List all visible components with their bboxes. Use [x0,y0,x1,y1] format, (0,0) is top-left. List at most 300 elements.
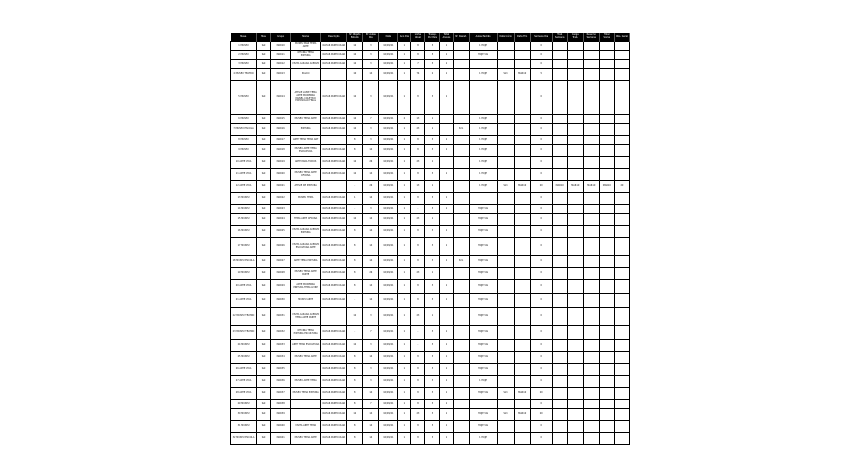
table-cell[interactable]: MAR10 [514,388,530,400]
table-cell[interactable] [453,169,469,181]
table-cell[interactable]: 3 [363,51,379,60]
table-cell[interactable] [614,326,629,340]
table-cell[interactable]: 1 [398,181,411,193]
table-cell[interactable] [599,280,614,294]
table-cell[interactable] [599,81,614,115]
table-cell[interactable] [321,136,347,145]
table-cell[interactable]: 6 MUSEU [231,115,257,124]
table-cell[interactable] [552,340,567,352]
table-cell[interactable] [599,60,614,69]
table-cell[interactable]: MAR18 [271,145,291,157]
table-cell[interactable]: 12 [347,115,363,124]
table-cell[interactable]: 10/09/21 [379,124,398,136]
table-cell[interactable] [599,388,614,400]
table-cell[interactable] [552,308,567,326]
table-cell[interactable] [514,376,530,388]
table-cell[interactable]: 74 [411,69,425,81]
table-cell[interactable] [583,400,599,409]
table-cell[interactable]: MAR30 [271,294,291,308]
table-cell[interactable]: 12 [347,214,363,226]
table-cell[interactable] [567,376,583,388]
table-cell[interactable] [497,42,514,51]
table-cell[interactable]: MAR10 [514,181,530,193]
table-cell[interactable]: 1 [440,60,453,69]
table-cell[interactable]: Set [257,308,271,326]
table-cell[interactable]: 0 [530,238,552,256]
table-cell[interactable] [440,124,453,136]
table-cell[interactable] [567,256,583,268]
table-cell[interactable]: OLHAR PARTICULAR [321,214,347,226]
column-header[interactable]: Descrição [321,33,347,42]
table-cell[interactable]: 1 HOJE [469,136,497,145]
table-cell[interactable]: 3 [425,388,440,400]
table-cell[interactable] [514,205,530,214]
table-row[interactable] [231,214,630,226]
table-cell[interactable]: 1 [440,256,453,268]
table-cell[interactable]: OLHAR PARTICULAR [321,115,347,124]
column-header[interactable]: Data [379,33,398,42]
table-cell[interactable] [583,51,599,60]
table-cell[interactable]: 14 [363,388,379,400]
table-cell[interactable] [440,308,453,326]
table-cell[interactable] [497,268,514,280]
table-cell[interactable] [614,294,629,308]
table-cell[interactable] [583,268,599,280]
table-cell[interactable]: 3 [425,51,440,60]
table-cell[interactable]: 1 [398,136,411,145]
table-cell[interactable]: 1 [398,421,411,433]
column-header[interactable]: Mes [257,33,271,42]
table-cell[interactable]: MAR10 [552,181,567,193]
table-cell[interactable]: 13 [411,115,425,124]
table-cell[interactable]: VISITA GUIADA ACERVO ESCULTURA ARTE [291,238,321,256]
table-cell[interactable] [599,238,614,256]
table-cell[interactable]: 8 [411,136,425,145]
table-cell[interactable]: 14 [363,226,379,238]
table-cell[interactable] [583,214,599,226]
table-cell[interactable]: MAR19 [271,157,291,169]
table-cell[interactable]: 8 [347,136,363,145]
table-cell[interactable] [497,205,514,214]
table-cell[interactable]: 31 MUSEU [231,421,257,433]
table-cell[interactable]: 8 [347,145,363,157]
table-cell[interactable]: 20 ARTE VIVA [231,280,257,294]
table-cell[interactable]: 1 [440,421,453,433]
table-cell[interactable] [453,157,469,169]
table-cell[interactable]: 10/09/21 [379,294,398,308]
table-cell[interactable]: 12 [347,51,363,60]
table-cell[interactable]: OLHAR PARTICULAR [321,238,347,256]
column-header[interactable]: Mesa [231,33,257,42]
table-cell[interactable] [453,268,469,280]
table-row[interactable] [231,60,630,69]
table-cell[interactable]: 3 [363,364,379,376]
table-cell[interactable]: 0 [530,433,552,445]
table-cell[interactable]: 1 [398,340,411,352]
table-cell[interactable] [453,352,469,364]
table-cell[interactable] [599,352,614,364]
table-cell[interactable]: 14 [363,69,379,81]
table-cell[interactable] [599,409,614,421]
table-cell[interactable]: MUSEU TEMA PINTURA [291,388,321,400]
table-row[interactable] [231,42,630,51]
table-cell[interactable]: OLHAR PARTICULAR [321,352,347,364]
table-cell[interactable]: HOJE VAI [469,308,497,326]
table-cell[interactable]: 3 [425,136,440,145]
table-row[interactable] [231,181,630,193]
table-cell[interactable]: 1 [425,124,440,136]
table-cell[interactable] [291,205,321,214]
table-cell[interactable]: Set [257,169,271,181]
table-cell[interactable] [583,238,599,256]
table-cell[interactable] [514,421,530,433]
table-cell[interactable]: 8 [411,256,425,268]
table-cell[interactable]: 3 [425,280,440,294]
table-cell[interactable] [514,51,530,60]
table-cell[interactable] [567,433,583,445]
table-cell[interactable]: OLHAR PARTICULAR [321,51,347,60]
table-cell[interactable]: 7 [363,326,379,340]
table-cell[interactable] [599,294,614,308]
table-cell[interactable] [567,145,583,157]
table-cell[interactable]: OLHAR PARTICULAR [321,42,347,51]
table-cell[interactable] [552,433,567,445]
table-cell[interactable] [453,205,469,214]
table-cell[interactable] [453,51,469,60]
table-cell[interactable] [453,145,469,157]
table-cell[interactable]: 1 [398,193,411,205]
table-cell[interactable] [614,205,629,214]
table-cell[interactable] [567,169,583,181]
table-cell[interactable]: 14 [363,169,379,181]
table-cell[interactable]: 0 [530,256,552,268]
table-cell[interactable]: MAR23 [271,205,291,214]
table-cell[interactable]: MUSEU TEMA ARTE [291,433,321,445]
table-cell[interactable]: 23 [411,409,425,421]
table-cell[interactable] [469,400,497,409]
table-cell[interactable] [583,340,599,352]
column-header[interactable]: Data Início [497,33,514,42]
table-cell[interactable]: MAR34 [271,352,291,364]
table-cell[interactable]: 1 [425,214,440,226]
table-cell[interactable]: 30 MUSEU [231,409,257,421]
table-cell[interactable] [453,60,469,69]
table-row[interactable] [231,308,630,326]
table-cell[interactable]: 26 [363,181,379,193]
table-cell[interactable] [614,256,629,268]
table-cell[interactable]: 0 [530,364,552,376]
table-cell[interactable]: 3 [425,42,440,51]
table-cell[interactable]: 28 ARTE VIVA [231,388,257,400]
table-cell[interactable]: 14 [363,280,379,294]
table-cell[interactable] [514,352,530,364]
table-cell[interactable] [567,308,583,326]
table-cell[interactable] [583,81,599,115]
table-cell[interactable]: 18 MUSEU ESCOLA [231,256,257,268]
table-row[interactable] [231,193,630,205]
table-row[interactable] [231,256,630,268]
table-cell[interactable] [567,421,583,433]
table-cell[interactable]: 1 [398,214,411,226]
column-header[interactable]: Total Alunos [440,33,453,42]
table-cell[interactable]: 25 MUSEU [231,352,257,364]
table-cell[interactable]: OLHAR PARTICULAR [321,326,347,340]
column-header[interactable]: Obs. Geral [614,33,629,42]
table-cell[interactable] [599,69,614,81]
table-cell[interactable]: 3 [425,81,440,115]
table-cell[interactable] [583,115,599,124]
table-cell[interactable]: 0 [530,340,552,352]
table-cell[interactable] [514,238,530,256]
table-cell[interactable]: HOJE VAI [469,409,497,421]
table-cell[interactable]: 4 MUSEU TEATRO [231,69,257,81]
table-cell[interactable] [453,433,469,445]
table-cell[interactable] [614,238,629,256]
table-cell[interactable]: Set [257,145,271,157]
table-cell[interactable]: 1 [398,308,411,326]
table-cell[interactable] [583,136,599,145]
table-cell[interactable] [514,157,530,169]
table-cell[interactable]: MAR20 [271,169,291,181]
table-cell[interactable] [552,124,567,136]
table-cell[interactable] [599,115,614,124]
table-cell[interactable] [583,364,599,376]
table-cell[interactable]: 8 [411,193,425,205]
table-cell[interactable]: 1 HOJE [469,42,497,51]
table-cell[interactable] [583,352,599,364]
table-cell[interactable] [514,169,530,181]
table-cell[interactable]: MAR22 [271,193,291,205]
table-cell[interactable]: 8 [411,145,425,157]
table-cell[interactable]: MAR24 [271,214,291,226]
table-cell[interactable]: 0 [530,326,552,340]
table-cell[interactable]: 10/09/21 [379,308,398,326]
table-cell[interactable]: 14 [363,421,379,433]
table-cell[interactable]: HOJE VAI [469,294,497,308]
table-cell[interactable]: MAR41 [271,433,291,445]
table-cell[interactable]: 0 [530,124,552,136]
table-cell[interactable] [583,205,599,214]
table-row[interactable] [231,421,630,433]
table-cell[interactable]: 8 [411,364,425,376]
table-cell[interactable]: 3 [425,340,440,352]
table-cell[interactable]: 1 [398,352,411,364]
table-cell[interactable]: 8 [411,421,425,433]
table-cell[interactable] [583,145,599,157]
table-cell[interactable] [453,409,469,421]
table-cell[interactable] [583,69,599,81]
table-cell[interactable]: ATELIE DE PINTURA [291,181,321,193]
table-row[interactable] [231,388,630,400]
table-cell[interactable] [567,294,583,308]
table-cell[interactable] [497,326,514,340]
table-cell[interactable]: OLHAR PARTICULAR [321,81,347,115]
table-cell[interactable]: 1 [440,205,453,214]
table-cell[interactable] [497,280,514,294]
table-cell[interactable]: ARTE TEMA TEMA ART [291,136,321,145]
table-cell[interactable] [614,69,629,81]
table-cell[interactable]: - [347,326,363,340]
table-cell[interactable]: MUSEU TEMA [291,193,321,205]
table-cell[interactable]: Set [257,136,271,145]
table-cell[interactable] [514,193,530,205]
table-cell[interactable]: 1 [398,238,411,256]
table-cell[interactable]: OLHAR PARTICULAR [321,60,347,69]
table-cell[interactable]: 3 [425,326,440,340]
table-cell[interactable] [321,308,347,326]
table-cell[interactable]: 10/09/21 [379,226,398,238]
table-cell[interactable]: OLHAR PARTICULAR [321,193,347,205]
table-cell[interactable]: Set [257,256,271,268]
table-cell[interactable]: MUSEU ARTE TEMA ESCULTURA [291,145,321,157]
table-cell[interactable]: - [347,294,363,308]
table-cell[interactable] [552,238,567,256]
table-cell[interactable] [567,115,583,124]
table-cell[interactable] [497,238,514,256]
table-cell[interactable]: 0 [530,308,552,326]
table-cell[interactable]: 14 [363,294,379,308]
table-cell[interactable]: 8 [347,433,363,445]
table-cell[interactable]: 14 [363,352,379,364]
table-cell[interactable]: 3 [363,340,379,352]
table-cell[interactable] [453,136,469,145]
table-cell[interactable]: 1 HOJE [469,124,497,136]
table-cell[interactable] [552,115,567,124]
table-cell[interactable]: 8 [411,51,425,60]
table-cell[interactable]: 3 [425,226,440,238]
table-cell[interactable]: 13 MUSEU [231,193,257,205]
table-cell[interactable]: VISITA GUIADA ACERVO TEMA ARTE PARTE [291,308,321,326]
table-cell[interactable] [599,136,614,145]
table-cell[interactable]: 8 [411,376,425,388]
table-cell[interactable]: 1 HOJE [469,169,497,181]
table-cell[interactable]: Sim [497,181,514,193]
table-cell[interactable] [440,181,453,193]
table-cell[interactable] [497,169,514,181]
table-cell[interactable] [497,421,514,433]
table-cell[interactable]: Set [257,294,271,308]
table-cell[interactable] [567,226,583,238]
table-cell[interactable]: 14 [363,256,379,268]
table-cell[interactable]: 24 MUSEU [231,340,257,352]
table-cell[interactable]: 0 [530,157,552,169]
table-cell[interactable]: Set [257,364,271,376]
table-cell[interactable]: 1 [440,388,453,400]
table-cell[interactable]: 26 ARTE VIVA [231,364,257,376]
table-cell[interactable] [583,60,599,69]
table-cell[interactable]: MAR21 [271,181,291,193]
table-cell[interactable] [514,400,530,409]
table-cell[interactable]: 3 [425,169,440,181]
table-cell[interactable]: 10/09/21 [379,400,398,409]
table-cell[interactable]: 14 [363,193,379,205]
table-cell[interactable] [583,124,599,136]
table-cell[interactable]: 8 [411,169,425,181]
table-cell[interactable] [614,352,629,364]
table-cell[interactable]: 1 HOJE [469,69,497,81]
table-row[interactable] [231,400,630,409]
table-cell[interactable]: 0 [530,169,552,181]
table-cell[interactable]: 14 [363,433,379,445]
table-cell[interactable]: MUSEU ARTE TEMA [291,376,321,388]
table-cell[interactable]: 10/09/21 [379,268,398,280]
table-cell[interactable]: MAR28 [271,268,291,280]
table-cell[interactable] [614,268,629,280]
table-cell[interactable]: OFICINA TEMA PINTURA ESCULTURA [291,326,321,340]
table-cell[interactable]: 1 [398,145,411,157]
table-cell[interactable] [567,157,583,169]
table-cell[interactable]: 22 MUSEU TEATRO [231,308,257,326]
table-cell[interactable]: OLHAR PARTICULAR [321,226,347,238]
table-cell[interactable] [614,42,629,51]
table-cell[interactable] [552,169,567,181]
table-cell[interactable]: 1 [440,280,453,294]
table-cell[interactable] [514,280,530,294]
table-cell[interactable]: 8 [347,256,363,268]
table-cell[interactable] [567,124,583,136]
table-cell[interactable] [552,294,567,308]
table-cell[interactable]: 3 [425,364,440,376]
table-cell[interactable]: MAR33 [271,340,291,352]
table-cell[interactable]: 11 ARTE VIVA [231,169,257,181]
table-cell[interactable]: 10/09/21 [379,352,398,364]
table-cell[interactable] [599,205,614,214]
table-row[interactable] [231,81,630,115]
table-cell[interactable]: 2 [398,115,411,124]
table-cell[interactable] [599,433,614,445]
table-cell[interactable] [567,205,583,214]
table-cell[interactable] [552,205,567,214]
table-cell[interactable]: 0 [530,268,552,280]
table-cell[interactable]: 8 [347,238,363,256]
table-cell[interactable]: Set [257,238,271,256]
table-cell[interactable]: MAR10 [514,69,530,81]
table-cell[interactable] [552,226,567,238]
table-cell[interactable] [453,294,469,308]
table-cell[interactable] [552,388,567,400]
table-cell[interactable] [497,400,514,409]
table-row[interactable] [231,268,630,280]
table-cell[interactable] [567,69,583,81]
table-cell[interactable]: 0 [530,42,552,51]
table-cell[interactable]: OLHAR PARTICULAR [321,409,347,421]
column-header[interactable]: Transp. Por Pais [425,33,440,42]
table-cell[interactable]: 3 [425,193,440,205]
table-cell[interactable]: HOJE VAI [469,364,497,376]
table-cell[interactable]: 10/09/21 [379,326,398,340]
table-cell[interactable]: 0 [530,193,552,205]
table-cell[interactable]: ARTE TEMA ESCULTURA [291,340,321,352]
table-cell[interactable] [567,268,583,280]
table-cell[interactable]: 1 [398,69,411,81]
table-cell[interactable] [567,400,583,409]
table-cell[interactable]: 8 [411,388,425,400]
table-cell[interactable]: 10 [347,69,363,81]
table-cell[interactable]: 1 [440,193,453,205]
table-cell[interactable]: 17 MUSEU [231,238,257,256]
table-cell[interactable]: 1 [425,181,440,193]
table-row[interactable] [231,238,630,256]
table-cell[interactable] [567,42,583,51]
table-cell[interactable]: 1 [398,294,411,308]
table-cell[interactable]: 10/09/21 [379,69,398,81]
table-cell[interactable] [453,238,469,256]
table-cell[interactable]: 1 HOJE [469,157,497,169]
table-cell[interactable]: 7 [411,60,425,69]
table-row[interactable] [231,226,630,238]
table-cell[interactable] [567,409,583,421]
table-cell[interactable]: Sim [453,256,469,268]
